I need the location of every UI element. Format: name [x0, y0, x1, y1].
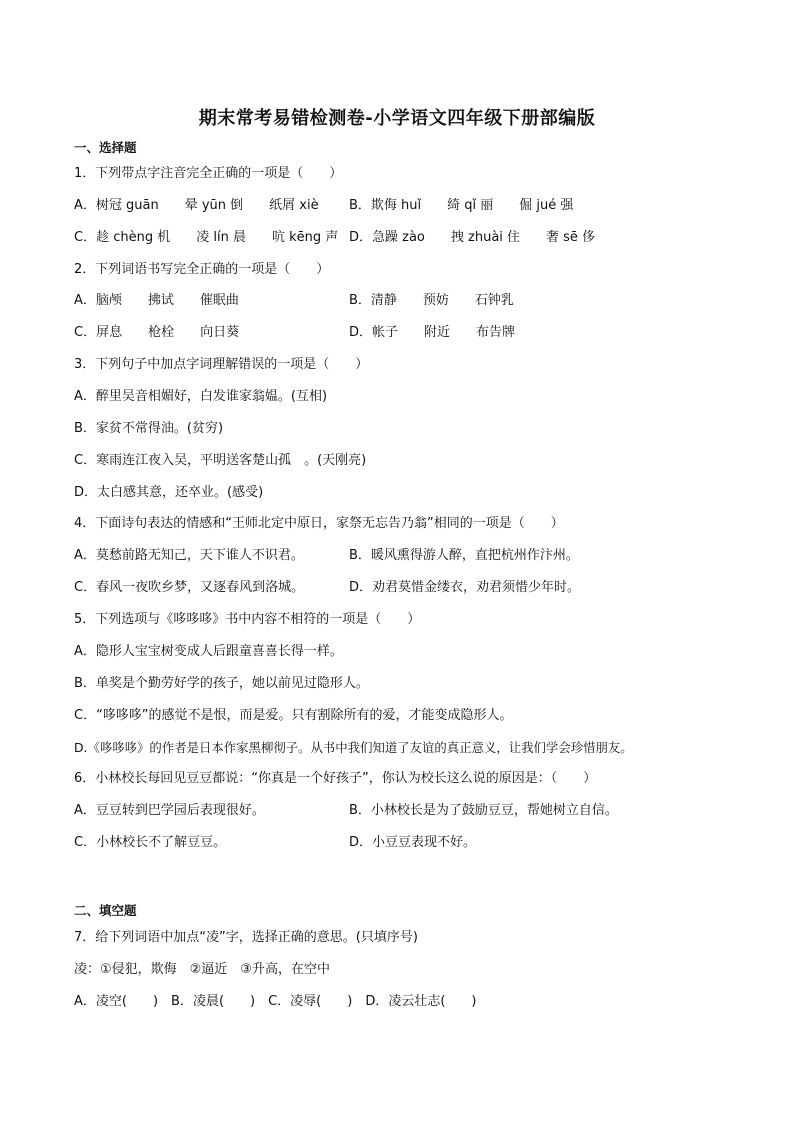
page-title: 期末常考易错检测卷-小学语文四年级下册部编版	[198, 108, 596, 129]
question-6-stem: 6．小林校长每回见豆豆都说：“你真是一个好孩子”，你认为校长这么说的原因是：（ ）	[74, 771, 597, 786]
question-2-option-d: D．帐子 附近 布告牌	[349, 325, 516, 340]
question-4-option-c: C．春风一夜吹乡梦，又逐春风到洛城。	[74, 580, 305, 595]
question-5-option-a: A．隐形人宝宝树变成人后跟童喜喜长得一样。	[74, 644, 343, 659]
question-4-stem: 4．下面诗句表达的情感和“王师北定中原日，家祭无忘告乃翁”相同的一项是（ ）	[74, 516, 564, 531]
question-4-option-d: D．劝君莫惜金缕衣，劝君须惜少年时。	[349, 580, 581, 595]
question-3-stem: 3．下列句子中加点字词理解错误的一项是（ ）	[74, 357, 369, 372]
question-1-stem: 1．下列带点字注音完全正确的一项是（ ）	[74, 166, 343, 181]
question-1-option-d: D．急躁 zào 拽 zhuài 住 奢 sē 侈	[349, 230, 596, 245]
question-7-stem: 7．给下列词语中加点“凌”字，选择正确的意思。(只填序号)	[74, 930, 418, 945]
question-2-option-a: A．脑颅 拂试 催眠曲	[74, 293, 239, 308]
question-5-option-d: D.《哆哆哆》的作者是日本作家黑柳彻子。从书中我们知道了友谊的真正意义，让我们学会珍惜朋友。	[74, 740, 633, 755]
question-2-option-b: B．清静 预妨 石钟乳	[349, 293, 514, 308]
question-2-option-c: C．屏息 枪栓 向日葵	[74, 325, 240, 340]
section-heading-fill-in: 二、填空题	[74, 903, 137, 918]
question-3-option-a: A．醉里吴音相媚好，白发谁家翁媪。(互相)	[74, 389, 328, 404]
question-4-option-a: A．莫愁前路无知己，天下谁人不识君。	[74, 548, 304, 563]
question-1-option-b: B．欺侮 huǐ 绮 qǐ 丽 倔 jué 强	[349, 198, 574, 213]
question-5-option-b: B．单奖是个勤劳好学的孩子，她以前见过隐形人。	[74, 676, 369, 691]
question-7-options: A．凌空( ) B．凌晨( ) C．凌辱( ) D．凌云壮志( )	[74, 994, 477, 1009]
question-6-option-d: D．小豆豆表现不好。	[349, 835, 477, 850]
section-heading-choice: 一、选择题	[74, 140, 137, 155]
question-2-stem: 2．下列词语书写完全正确的一项是（ ）	[74, 262, 330, 277]
question-7-meanings: 凌：①侵犯，欺侮 ②逼近 ③升高，在空中	[74, 962, 330, 977]
question-6-option-a: A．豆豆转到巴学园后表现很好。	[74, 803, 265, 818]
question-5-stem: 5．下列选项与《哆哆哆》书中内容不相符的一项是（ ）	[74, 612, 421, 627]
question-3-option-d: D．太白感其意，还卒业。(感受)	[74, 485, 264, 500]
question-4-option-b: B．暖风熏得游人醉，直把杭州作汴州。	[349, 548, 579, 563]
question-1-option-c: C．趁 chèng 机 凌 lín 晨 吭 kēng 声	[74, 230, 339, 245]
question-1-option-a: A．树冠 guān 晕 yūn 倒 纸屑 xiè	[74, 198, 319, 213]
question-6-option-c: C．小林校长不了解豆豆。	[74, 835, 227, 850]
question-3-option-b: B．家贫不常得油。(贫穷)	[74, 421, 224, 436]
question-3-option-c: C．寒雨连江夜入吴，平明送客楚山孤 。(天刚亮)	[74, 453, 367, 468]
question-6-option-b: B．小林校长是为了鼓励豆豆，帮她树立自信。	[349, 803, 618, 818]
question-5-option-c: C．“哆哆哆”的感觉不是恨，而是爱。只有割除所有的爱，才能变成隐形人。	[74, 708, 513, 723]
